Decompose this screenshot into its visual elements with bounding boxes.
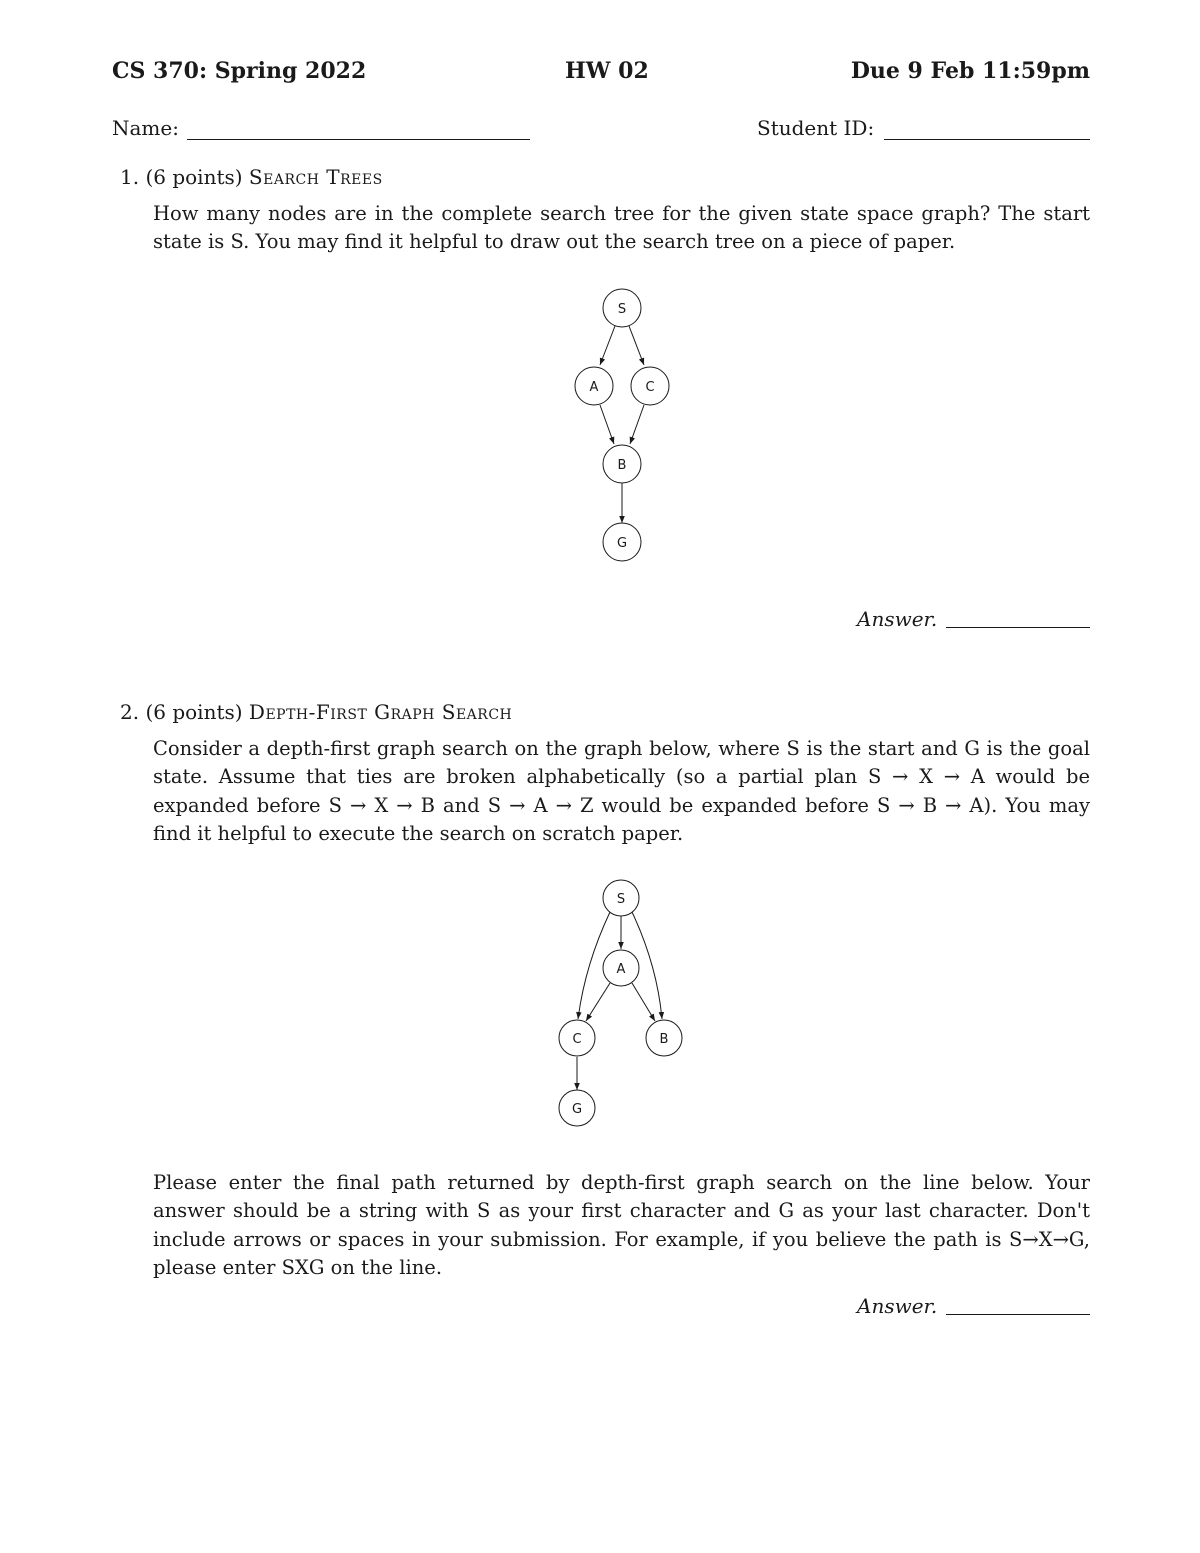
- question-1-answer-blank[interactable]: [946, 605, 1090, 628]
- q2-edge-a-b: [632, 983, 655, 1021]
- q1-node-c-label: C: [645, 380, 655, 395]
- question-1-text: How many nodes are in the complete search tree for the given state space graph? The start state is S. You may find it helpful to draw out the search tree on a piece of paper.: [153, 202, 1090, 254]
- question-1-answer-label: Answer.: [857, 607, 938, 631]
- q1-edge-s-c: [629, 326, 644, 365]
- question-1-heading: [120, 165, 383, 189]
- q2-node-a-label: A: [616, 962, 626, 977]
- question-2-points: (6 points): [145, 700, 243, 724]
- q2-edge-a-c: [586, 983, 610, 1021]
- question-2-answer-label: Answer.: [857, 1294, 938, 1318]
- course-title: CS 370: Spring 2022: [112, 58, 367, 84]
- question-1-graph: [560, 285, 690, 570]
- question-2-graph: [550, 875, 690, 1135]
- q1-node-g-label: G: [616, 536, 628, 551]
- question-2-instructions: Please enter the final path returned by depth-first graph search on the line below. Your answer should be a string with S as your first character and G as your last character. Don't include arrows or spaces in your submission. For example, if you believe the path is S→X→G, please enter SXG on the line.: [153, 1171, 1090, 1280]
- question-1-points: (6 points): [145, 165, 243, 189]
- q1-edge-s-a: [600, 326, 615, 365]
- q1-node-a-label: A: [589, 380, 599, 395]
- question-2-answer-blank[interactable]: [946, 1292, 1090, 1315]
- homework-number: HW 02: [565, 58, 649, 84]
- q1-node-s-label: S: [617, 302, 627, 317]
- q1-edge-c-b: [630, 405, 644, 444]
- question-2-heading: [120, 700, 512, 724]
- question-1-number: 1.: [120, 165, 140, 189]
- name-label: Name:: [112, 116, 179, 140]
- q1-node-b-label: B: [617, 458, 627, 473]
- q1-edge-a-b: [600, 405, 614, 444]
- q2-node-b-label: B: [659, 1032, 669, 1047]
- student-id-label: Student ID:: [757, 116, 875, 140]
- question-2-text: Consider a depth-first graph search on the graph below, where S is the start and G is the goal state. Assume that ties are broken alphabetically (so a partial plan S → X → A would be expanded before S → X → B and S → A → Z would be expanded before S → B → A). You may find it helpful to execute the search on scratch paper.: [153, 737, 1090, 846]
- due-date: Due 9 Feb 11:59pm: [850, 58, 1090, 84]
- question-2-number: 2.: [120, 700, 140, 724]
- question-1-title: Search Trees: [248, 165, 383, 189]
- q2-node-c-label: C: [572, 1032, 582, 1047]
- student-id-blank[interactable]: [884, 117, 1090, 140]
- question-2-title: Depth-First Graph Search: [248, 700, 513, 724]
- q2-node-s-label: S: [616, 892, 626, 907]
- q2-node-g-label: G: [571, 1102, 583, 1117]
- name-blank[interactable]: [187, 117, 530, 140]
